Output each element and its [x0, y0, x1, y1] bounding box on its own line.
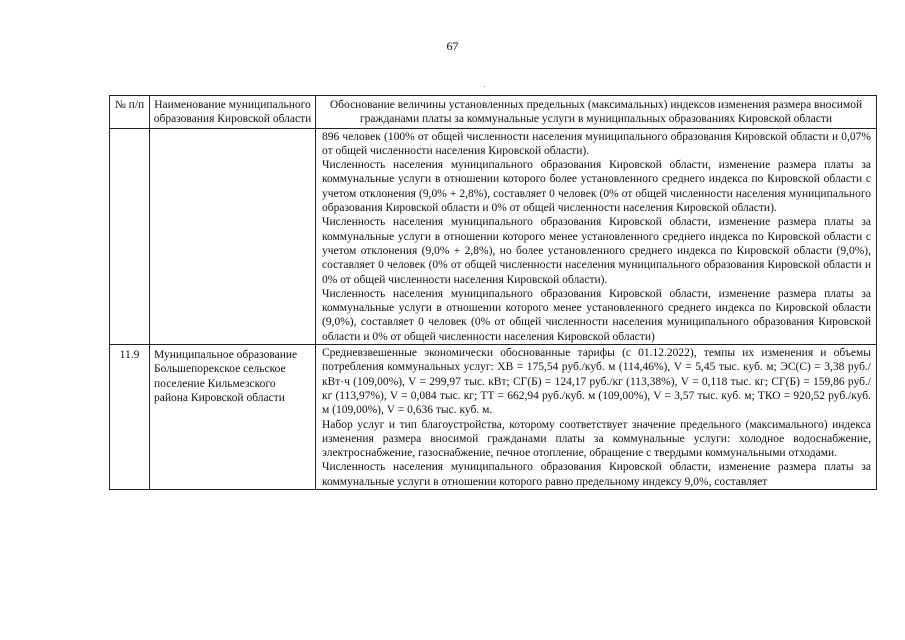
justification-table: [109, 95, 877, 490]
header-name: Наименование муниципального образования Кировской области: [150, 96, 316, 129]
header-num: № п/п: [110, 96, 150, 129]
header-basis: Обоснование величины установленных предельных (максимальных) индексов изменения размера вносимой гражданами платы за коммунальные услуги в муниципальных образованиях Кировской области: [316, 96, 877, 129]
paragraph: Численность населения муниципального образования Кировской области, изменение размера платы за коммунальные услуги в отношении которого менее установленного среднего индекса по Кировской области (9,0%), составляет 0 человек (0% от общей численности населения муниципального образования Кировской области и 0% от общей численности населения Кировской области): [322, 287, 871, 343]
paragraph: Численность населения муниципального образования Кировской области, изменение размера платы за коммунальные услуги в отношении которого менее установленного среднего индекса по Кировской области с учетом отклонения (9,0% + 2,8%), но более установленного среднего индекса по Кировской области (9,0%), составляет 0 человек (0% от общей численности населения муниципального образования Кировской области и 0% от общей численности населения Кировской области).: [322, 216, 871, 286]
municipality-name: Муниципальное образование Большепорекское сельское поселение Кильмезского района Кировской области: [150, 345, 316, 490]
row-number: 11.9: [110, 345, 150, 490]
paragraph: Численность населения муниципального образования Кировской области, изменение размера платы за коммунальные услуги в отношении которого равно предельному индексу 9,0%, составляет: [322, 461, 871, 488]
row-number: [110, 128, 150, 344]
municipality-name: [150, 128, 316, 344]
scan-speck: [484, 86, 485, 87]
table-header-row: [110, 96, 877, 129]
page-number: 67: [446, 39, 459, 53]
table-row: [110, 345, 877, 490]
paragraph: Набор услуг и тип благоустройства, которому соответствует значение предельного (максимального) индекса изменения размера вносимой гражданами платы за коммунальные услуги: холодное водоснабжение, электроснабжение, газоснабжение, печное отопление, обращение с твердыми коммунальными отходами.: [322, 418, 871, 460]
table-row: [110, 128, 877, 344]
basis-text: [316, 345, 877, 490]
basis-text: [316, 128, 877, 344]
paragraph: Средневзвешенные экономически обоснованные тарифы (с 01.12.2022), темпы их изменения и объемы потребления коммунальных услуг: ХВ = 175,54 руб./куб. м (114,46%), V = 5,45 тыс. куб. м; ЭС(С) = 3,38 руб./кВт·ч (109,00%), V = 299,97 тыс. кВт; СГ(Б) = 124,17 руб./кг (113,38%), V = 0,118 тыс. кг; СГ(Б) = 159,86 руб./кг (113,97%), V = 0,084 тыс. кг; ТТ = 662,94 руб./куб. м (109,00%), V = 3,57 тыс. куб. м; ТКО = 920,52 руб./куб. м (109,00%), V = 0,636 тыс. куб. м.: [322, 347, 871, 417]
paragraph: Численность населения муниципального образования Кировской области, изменение размера платы за коммунальные услуги в отношении которого более установленного среднего индекса по Кировской области с учетом отклонения (9,0% + 2,8%), составляет 0 человек (0% от общей численности населения муниципального образования Кировской области и 0% от общей численности населения Кировской области).: [322, 159, 871, 215]
paragraph: 896 человек (100% от общей численности населения муниципального образования Кировской области и 0,07% от общей численности населения Кировской области).: [322, 130, 871, 157]
